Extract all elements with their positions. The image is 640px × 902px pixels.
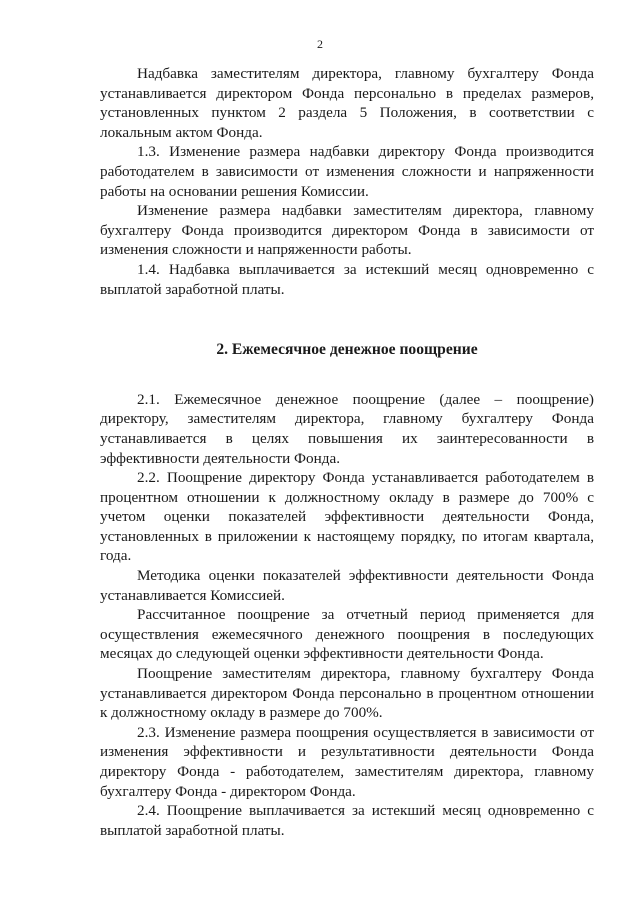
paragraph-2-2: 2.2. Поощрение директору Фонда устанавливается работодателем в процентном отношении к должностному окладу в размере до 700% с учетом оценки показателей эффективности деятельности Фонда, установленных в приложении к настоящему порядку, по итогам квартала, года. xyxy=(100,469,594,565)
paragraph-deputy-bonus: Поощрение заместителям директора, главному бухгалтеру Фонда устанавливается директором Фонда персонально в процентном отношении к должностному окладу в размере до 700%. xyxy=(100,665,594,722)
document-body xyxy=(100,64,594,840)
section-heading: 2. Ежемесячное денежное поощрение xyxy=(216,341,478,359)
paragraph-2-4: 2.4. Поощрение выплачивается за истекший месяц одновременно с выплатой заработной платы. xyxy=(100,802,594,839)
paragraph-deputy-allowance: Надбавка заместителям директора, главному бухгалтеру Фонда устанавливается директором Фонда персонально в пределах размеров, установленных пунктом 2 раздела 5 Положения, в соответствии с локальным актом Фонда. xyxy=(100,65,594,141)
paragraph-1-3: 1.3. Изменение размера надбавки директору Фонда производится работодателем в зависимости от изменения сложности и напряженности работы на основании решения Комиссии. xyxy=(100,143,594,200)
paragraph-methodology: Методика оценки показателей эффективности деятельности Фонда устанавливается Комиссией. xyxy=(100,567,594,604)
page-number: 2 xyxy=(317,37,323,51)
paragraph-deputy-allowance-change: Изменение размера надбавки заместителям директора, главному бухгалтеру Фонда производится директором Фонда в зависимости от изменения сложности и напряженности работы. xyxy=(100,202,594,259)
paragraph-1-4: 1.4. Надбавка выплачивается за истекший месяц одновременно с выплатой заработной платы. xyxy=(100,260,594,298)
paragraph-2-3: 2.3. Изменение размера поощрения осуществляется в зависимости от изменения эффективности и результативности деятельности Фонда директору Фонда - работодателем, заместителям директора, главному бухгалтеру Фонда - директором Фонда. xyxy=(100,723,594,800)
paragraph-calculated-bonus: Рассчитанное поощрение за отчетный период применяется для осуществления ежемесячного денежного поощрения в последующих месяцах до следующей оценки эффективности деятельности Фонда. xyxy=(100,606,594,663)
paragraph-2-1: 2.1. Ежемесячное денежное поощрение (далее – поощрение) директору, заместителям директора, главному бухгалтеру Фонда устанавливается в целях повышения их заинтересованности в эффективности деятельности Фонда. xyxy=(100,390,594,467)
